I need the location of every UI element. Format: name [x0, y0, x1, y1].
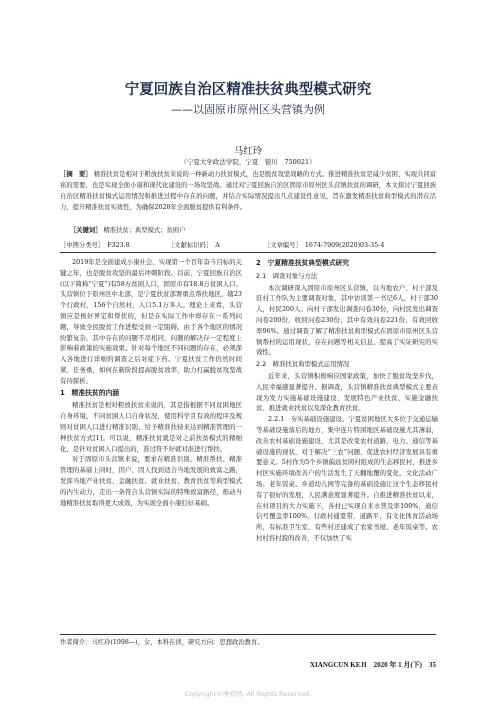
- author-affiliation: （宁夏大学政法学院，宁夏 银川 750021）: [180, 158, 316, 166]
- paragraph: 对于固原市头营镇来说，要求在精准识别、精准帮扶、精准管理的基础上同时，因户、因人找到适合当地发展的致富之路，发挥当地产业扶贫、金融扶贫、就业扶贫、教育扶贫等典型模式的内生动力，走出一条符合头营镇实际的特殊致富路径，推动当地精准扶贫取得更大成效，为实现全面小康打好基础。: [60, 455, 242, 507]
- keywords-label: ［关键词］: [70, 227, 102, 234]
- paper-subtitle: ——以固原市原州区头营镇为例: [171, 103, 325, 116]
- right-column: [256, 257, 438, 544]
- paragraph: 近年来，头营镇积极响应国家政策，加快了脱贫攻坚步伐，人民幸福感显著提升。据调查，头营镇精准扶贫典型模式主要表现为发力实施基础设施建设、发展特色产业扶贫、实施金融扶贫、推进就业扶贫以及深化教育扶贫。: [256, 371, 438, 413]
- article-number: ［文章编号］ 1674-7909(2020)03-35-4: [264, 242, 385, 249]
- left-column: [60, 257, 242, 508]
- paper-title: 宁夏回族自治区精准扶贫典型模式研究: [124, 82, 372, 98]
- keywords-text: 精准扶贫；典型模式；贫困户: [103, 227, 186, 234]
- footnote-divider: [60, 634, 436, 635]
- clc-number: ［中图分类号］ F323.8: [60, 242, 130, 249]
- section-heading: 2 宁夏精准扶贫典型模式研究: [256, 259, 350, 267]
- subsection-heading: 2.1 调查对象与方法: [256, 271, 318, 280]
- paragraph: 2019年是全面建成小康社会、实现第一个百年奋斗目标的关键之年，也是脱贫攻坚的最后冲刺阶段。目前，宁夏回族自治区(以下简称“宁夏”)有58万贫困人口，固原市有18.8万贫困人口。头营镇位于原州区中北部，是宁夏扶贫部署重点帮扶地区，辖23个行政村，156个自然村，人口5.1万多人。理论上来看，头营镇应是极好界定和帮扶的，但是在实际工作中却存在一系列问题，导致全民脱贫工作进程受到一定阻碍。由于各个地区的情况纷繁复杂，其中存在的问题不尽相同，问题的解决存一定程度上影响着政策的实施效果。针对每个地区不同问题的存在，必须深入各地进行详细的调查之后对症下药。宁夏扶贫工作仍然时间紧、任务重，如何在新阶段提高脱贫效率，助力打赢脱贫攻坚战有待探析。: [60, 258, 242, 385]
- subsection-heading: 2.2 精准扶贫典型模式运用情况: [256, 360, 350, 369]
- section-heading: 1 精准扶贫的内涵: [60, 388, 120, 397]
- paragraph: [256, 414, 438, 544]
- paragraph: 精准扶贫是相对粗放扶贫来说的，其是指根据不同贫困地区自身环境、不同贫困人口自身状况，使用科学且有效的程序及规则对贫困人口进行精准识别、给予精准扶持来达到精准管理的一种扶贫方式[1]。可以说，精准扶贫就是对之前扶贫模式的精细化，是针对贫困人口提出的，准过符不好就对准进行帮扶。: [60, 401, 242, 453]
- subsubsection-heading: 2.2.1 夯实基础设施建设。: [268, 415, 349, 424]
- author-bio-footnote: 作者简介：马红玲(1998—)，女，本科在读，研究方向：思想政治教育。: [60, 639, 264, 646]
- abstract-text: 精准扶贫是相对于粗放扶贫来说的一种新动力扶贫模式，也是脱贫攻坚战略的方式。推进精准扶贫是减少贫困、实现共同富裕的需要，也是实现全面小康和现代化建设的一场攻坚战。通过对宁夏回族自治区固原市原州区头营镇扶贫的调研，本文探讨宁夏回族自治区精准扶贫模式运用情况和推进过程中存在的问题，并结合实际情况提出几点建设性意见，旨在激发精准扶贫典型模式的潜在活力，提升精准扶贫实效性，为确保2020年全面脱贫提供有利条件。: [60, 171, 436, 211]
- keywords: [70, 225, 430, 234]
- document-code: ［文献标识码］ A: [168, 242, 220, 249]
- page-footer: XIANGCUN KEJI 2020 年 1 月(下) 35: [310, 661, 436, 669]
- copyright-watermark: Copyright©博看网. All Rights Reserved.: [184, 690, 312, 698]
- header-divider: [60, 252, 436, 253]
- abstract: [60, 169, 436, 213]
- paragraph-text: 宁夏贫困地区大多位于交通运输等基础设施落后的地方，集中连片特困地区基础设施尤其薄弱，改善农村基础设施建设，尤其是改变农村道路、电力、通信等基础设施的现状，对于解决“三农”问题、促进农村经济发展具有重要意义。5村作为5个乡镇偏远贫困村组成的生态移民村，推进乡村区实施环境改善户的生活发生了天翻地覆的变化，文化活动广场、老年饭桌、乡道幼儿园等完备的基础设施让这个生态移民村有了很好的发展，人民满意度显著提升。自推进精准扶贫以来，在村项目的大力实施下，各村已实现自来水普及率100%，通信信号覆盖率100%，行政村通宽带，道路平，有文化体育活动场所，有标准卫生室，有些村还建成了农家书屋、老年饭桌等。农村村容村貌的改善，不仅加快了实: [256, 415, 439, 542]
- abstract-label: ［摘 要］: [60, 171, 92, 178]
- author-name: 马红玲: [233, 146, 263, 157]
- paragraph: 本次调研深入固原市原州区头营镇，以当地农户、村干部及驻村工作队为主要调查对象，其中访谈第一书记6人，村干部30人，村民200人；向村干部发出调查问卷30份，向村民发出调查问卷200份，收回问卷230份，其中有效问卷221份，有效回收率96%。通过调查了解了精准扶贫典型模式在固原市原州区头营镇帮村的运用现状，存在问题等相关信息，提高了实证研究的实效性。: [256, 283, 438, 357]
